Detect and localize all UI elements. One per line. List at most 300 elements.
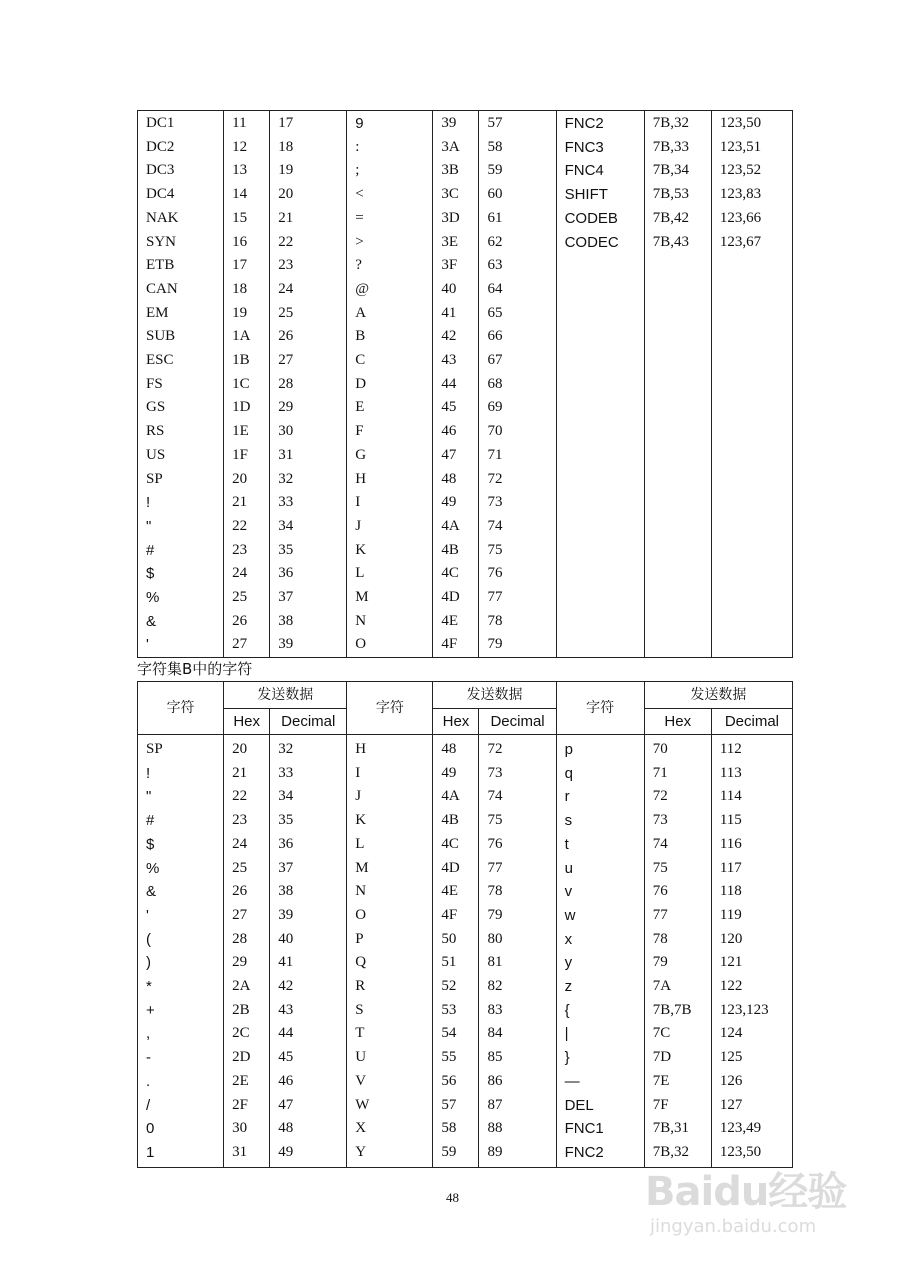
table-cell: 125 <box>711 1046 792 1070</box>
table-cell: 79 <box>644 951 711 975</box>
table-cell: 85 <box>479 1046 556 1070</box>
table-cell: 24 <box>224 562 270 586</box>
table-cell: 7B,42 <box>644 207 711 231</box>
table-cell <box>556 586 644 610</box>
table-cell: P <box>347 928 433 952</box>
table-cell: 3C <box>433 183 479 207</box>
table-cell: 88 <box>479 1117 556 1141</box>
table-cell: 78 <box>644 928 711 952</box>
table-cell: 75 <box>644 857 711 881</box>
table-cell: 45 <box>433 396 479 420</box>
table-cell <box>711 302 792 326</box>
table-cell: 58 <box>433 1117 479 1141</box>
table-cell: 58 <box>479 136 556 160</box>
table-cell: I <box>347 762 433 786</box>
table-cell <box>711 254 792 278</box>
table-cell: FS <box>138 373 224 397</box>
table-cell: 1F <box>224 444 270 468</box>
table-cell: 119 <box>711 904 792 928</box>
table-cell: 48 <box>433 735 479 762</box>
table-cell: 39 <box>270 633 347 657</box>
table-cell: 7B,34 <box>644 159 711 183</box>
table-cell: FNC2 <box>556 1141 644 1167</box>
table-cell: r <box>556 785 644 809</box>
table-cell: 7B,32 <box>644 1141 711 1167</box>
table-cell: 1 <box>138 1141 224 1167</box>
table-cell <box>711 586 792 610</box>
table-cell: L <box>347 562 433 586</box>
table-cell: " <box>138 785 224 809</box>
table-cell: 67 <box>479 349 556 373</box>
table-cell: 83 <box>479 999 556 1023</box>
table-cell: 87 <box>479 1094 556 1118</box>
table-cell: 75 <box>479 809 556 833</box>
table-cell <box>556 539 644 563</box>
table-cell: 20 <box>224 468 270 492</box>
table-cell: 4E <box>433 610 479 634</box>
table-row <box>138 159 793 183</box>
table-cell: 2D <box>224 1046 270 1070</box>
table-cell: p <box>556 735 644 762</box>
table-cell: 7B,33 <box>644 136 711 160</box>
table-cell: 60 <box>479 183 556 207</box>
table-cell: 41 <box>433 302 479 326</box>
header-hex-3: Hex <box>644 709 711 735</box>
table-cell: | <box>556 1022 644 1046</box>
table-cell <box>556 325 644 349</box>
table-cell: 28 <box>270 373 347 397</box>
table-cell: 4D <box>433 586 479 610</box>
table-cell: 74 <box>479 785 556 809</box>
table-cell <box>556 444 644 468</box>
table-cell: 113 <box>711 762 792 786</box>
table-cell: X <box>347 1117 433 1141</box>
table-cell: 40 <box>433 278 479 302</box>
table-cell: 29 <box>270 396 347 420</box>
table-caption: 字符集B中的字符 <box>137 660 253 678</box>
table-cell: K <box>347 809 433 833</box>
table-cell: 7B,7B <box>644 999 711 1023</box>
table-cell <box>711 515 792 539</box>
table-cell: 73 <box>479 762 556 786</box>
table-cell: 79 <box>479 633 556 657</box>
table-cell: 4D <box>433 857 479 881</box>
table-row <box>138 183 793 207</box>
table-cell: 121 <box>711 951 792 975</box>
table-cell: M <box>347 586 433 610</box>
table-cell: DC1 <box>138 111 224 136</box>
table-cell <box>644 254 711 278</box>
table-cell: 38 <box>270 610 347 634</box>
table-cell: 4C <box>433 562 479 586</box>
table-cell <box>711 278 792 302</box>
table-cell: GS <box>138 396 224 420</box>
table-cell: 66 <box>479 325 556 349</box>
table-cell <box>556 278 644 302</box>
table-cell: K <box>347 539 433 563</box>
table-cell: 116 <box>711 833 792 857</box>
table-cell: 3D <box>433 207 479 231</box>
table-cell <box>644 420 711 444</box>
table-cell: 1B <box>224 349 270 373</box>
table-cell: S <box>347 999 433 1023</box>
table-cell: { <box>556 999 644 1023</box>
table-cell: 19 <box>224 302 270 326</box>
table-cell: 41 <box>270 951 347 975</box>
table-cell: ( <box>138 928 224 952</box>
table-cell: 24 <box>270 278 347 302</box>
table-cell: 7C <box>644 1022 711 1046</box>
table-cell: ? <box>347 254 433 278</box>
header-hex-1: Hex <box>224 709 270 735</box>
table-cell <box>556 396 644 420</box>
table-row <box>138 111 793 136</box>
table-row <box>138 515 793 539</box>
table-cell: & <box>138 610 224 634</box>
table-cell: : <box>347 136 433 160</box>
table-cell: 4B <box>433 539 479 563</box>
table-cell: 74 <box>479 515 556 539</box>
table-cell: 122 <box>711 975 792 999</box>
table-cell: 30 <box>270 420 347 444</box>
table-cell: $ <box>138 833 224 857</box>
table-cell: O <box>347 904 433 928</box>
table-cell: > <box>347 231 433 255</box>
table-cell: FNC4 <box>556 159 644 183</box>
table-cell: 49 <box>433 491 479 515</box>
table-cell: 34 <box>270 515 347 539</box>
table-cell: ! <box>138 491 224 515</box>
table-cell: N <box>347 610 433 634</box>
table-cell: ETB <box>138 254 224 278</box>
table-cell: 3A <box>433 136 479 160</box>
table-cell: 29 <box>224 951 270 975</box>
table-cell: H <box>347 468 433 492</box>
table-cell: 49 <box>433 762 479 786</box>
table-cell: 123,50 <box>711 111 792 136</box>
watermark-logo: Baidu经验 <box>645 1169 847 1215</box>
header-send-data-3: 发送数据 <box>644 682 792 709</box>
table-cell <box>711 373 792 397</box>
table-cell: 1C <box>224 373 270 397</box>
header-char-1: 字符 <box>138 682 224 735</box>
table-cell: 7D <box>644 1046 711 1070</box>
table-cell: 4F <box>433 904 479 928</box>
table-row <box>138 928 793 952</box>
table-cell: 7E <box>644 1070 711 1094</box>
table-cell <box>556 373 644 397</box>
table-row <box>138 468 793 492</box>
table-cell: ! <box>138 762 224 786</box>
header-send-data-2: 发送数据 <box>433 682 556 709</box>
table-row <box>138 951 793 975</box>
table-cell: 22 <box>224 515 270 539</box>
table-cell <box>644 468 711 492</box>
table-cell: 20 <box>224 735 270 762</box>
table-cell: 23 <box>224 539 270 563</box>
table-cell: 37 <box>270 857 347 881</box>
table-cell: 62 <box>479 231 556 255</box>
table-cell: 20 <box>270 183 347 207</box>
table-cell: 36 <box>270 833 347 857</box>
table-cell: FNC2 <box>556 111 644 136</box>
table-row <box>138 444 793 468</box>
table-cell: N <box>347 880 433 904</box>
table-cell <box>711 349 792 373</box>
table-cell: 7B,31 <box>644 1117 711 1141</box>
table-cell <box>711 562 792 586</box>
table-cell: B <box>347 325 433 349</box>
table-row <box>138 1070 793 1094</box>
table-cell: J <box>347 785 433 809</box>
table-cell: 123,49 <box>711 1117 792 1141</box>
header-decimal-2: Decimal <box>479 709 556 735</box>
table-row <box>138 1046 793 1070</box>
table-cell: 11 <box>224 111 270 136</box>
table-cell: 34 <box>270 785 347 809</box>
table-cell: 46 <box>433 420 479 444</box>
table-cell: 59 <box>479 159 556 183</box>
table-cell: 43 <box>433 349 479 373</box>
table-cell: 123,50 <box>711 1141 792 1167</box>
table-cell: 86 <box>479 1070 556 1094</box>
table-cell: 23 <box>270 254 347 278</box>
table-cell <box>556 633 644 657</box>
header-send-data-1: 发送数据 <box>224 682 347 709</box>
table-cell: 123,67 <box>711 231 792 255</box>
table-cell: H <box>347 735 433 762</box>
table-cell: 31 <box>224 1141 270 1167</box>
table-cell: 1A <box>224 325 270 349</box>
table-cell: 77 <box>644 904 711 928</box>
table-cell: 25 <box>270 302 347 326</box>
table-cell: 72 <box>644 785 711 809</box>
table-cell: G <box>347 444 433 468</box>
table-cell: 18 <box>270 136 347 160</box>
table-cell: 76 <box>479 562 556 586</box>
table-cell: 33 <box>270 491 347 515</box>
table-cell: DEL <box>556 1094 644 1118</box>
table-row <box>138 207 793 231</box>
table-cell: 65 <box>479 302 556 326</box>
table-cell <box>644 610 711 634</box>
table-cell: 56 <box>433 1070 479 1094</box>
table-cell: 63 <box>479 254 556 278</box>
table-cell: 126 <box>711 1070 792 1094</box>
table-cell: 1D <box>224 396 270 420</box>
table-cell: $ <box>138 562 224 586</box>
table-cell: 61 <box>479 207 556 231</box>
table-cell: 2E <box>224 1070 270 1094</box>
table-cell: , <box>138 1022 224 1046</box>
table-cell: L <box>347 833 433 857</box>
table-cell: 1E <box>224 420 270 444</box>
table-cell: RS <box>138 420 224 444</box>
table-cell: . <box>138 1070 224 1094</box>
table-cell: 23 <box>224 809 270 833</box>
table-cell: 4E <box>433 880 479 904</box>
table-cell: 112 <box>711 735 792 762</box>
table-row <box>138 420 793 444</box>
table-cell: DC4 <box>138 183 224 207</box>
table-row <box>138 904 793 928</box>
table-row <box>138 586 793 610</box>
table-cell: ESC <box>138 349 224 373</box>
table-cell: 3E <box>433 231 479 255</box>
table-cell: 75 <box>479 539 556 563</box>
table-cell <box>556 491 644 515</box>
table2-body <box>138 735 793 1168</box>
table-cell: 123,123 <box>711 999 792 1023</box>
table-cell: 36 <box>270 562 347 586</box>
table-cell <box>644 349 711 373</box>
table-cell: 84 <box>479 1022 556 1046</box>
table-cell: 37 <box>270 586 347 610</box>
table-cell <box>556 515 644 539</box>
table-cell <box>644 633 711 657</box>
table-cell: 52 <box>433 975 479 999</box>
table-row <box>138 254 793 278</box>
page-number: 48 <box>446 1190 459 1205</box>
table-cell <box>644 302 711 326</box>
table-cell: 3B <box>433 159 479 183</box>
table-cell <box>556 610 644 634</box>
table-cell <box>711 610 792 634</box>
table-cell: 78 <box>479 880 556 904</box>
table-cell: 4F <box>433 633 479 657</box>
table-cell: 114 <box>711 785 792 809</box>
table-cell <box>644 539 711 563</box>
character-set-b-table <box>137 681 793 1168</box>
table-cell: 2A <box>224 975 270 999</box>
table-cell: 51 <box>433 951 479 975</box>
table-cell: 39 <box>433 111 479 136</box>
table-row <box>138 1094 793 1118</box>
table-cell: W <box>347 1094 433 1118</box>
table-cell <box>644 325 711 349</box>
table-cell: 115 <box>711 809 792 833</box>
table-cell: 54 <box>433 1022 479 1046</box>
table-cell: % <box>138 586 224 610</box>
table-cell <box>644 515 711 539</box>
table-row <box>138 735 793 762</box>
table-cell: 47 <box>433 444 479 468</box>
table-cell <box>644 278 711 302</box>
table-cell: = <box>347 207 433 231</box>
table-cell: # <box>138 539 224 563</box>
table-cell: 44 <box>433 373 479 397</box>
table-cell: 4B <box>433 809 479 833</box>
table-cell: 18 <box>224 278 270 302</box>
table-cell <box>644 562 711 586</box>
table-cell: 117 <box>711 857 792 881</box>
table-cell: 89 <box>479 1141 556 1167</box>
baidu-watermark <box>640 1160 870 1250</box>
table-cell: 30 <box>224 1117 270 1141</box>
table-cell: - <box>138 1046 224 1070</box>
table-row <box>138 833 793 857</box>
table-cell <box>556 349 644 373</box>
table-cell <box>556 562 644 586</box>
table-cell: + <box>138 999 224 1023</box>
table-cell: 4A <box>433 515 479 539</box>
table-cell: } <box>556 1046 644 1070</box>
table-cell: CAN <box>138 278 224 302</box>
table-row <box>138 809 793 833</box>
table-cell: 21 <box>224 491 270 515</box>
table-row <box>138 610 793 634</box>
table-cell: ; <box>347 159 433 183</box>
table-cell: 48 <box>270 1117 347 1141</box>
table-cell: z <box>556 975 644 999</box>
table-cell: 2B <box>224 999 270 1023</box>
table-cell: 78 <box>479 610 556 634</box>
table-cell: q <box>556 762 644 786</box>
table-cell: CODEC <box>556 231 644 255</box>
table-cell: E <box>347 396 433 420</box>
table-cell <box>556 302 644 326</box>
table-cell: F <box>347 420 433 444</box>
table-cell: 46 <box>270 1070 347 1094</box>
table-cell <box>711 633 792 657</box>
table-cell: DC2 <box>138 136 224 160</box>
table-cell: — <box>556 1070 644 1094</box>
table-cell: 4C <box>433 833 479 857</box>
table-row <box>138 302 793 326</box>
table-cell: 68 <box>479 373 556 397</box>
table-cell <box>711 468 792 492</box>
table-cell: D <box>347 373 433 397</box>
table-cell: 64 <box>479 278 556 302</box>
table-row <box>138 1117 793 1141</box>
table-cell: 79 <box>479 904 556 928</box>
table-cell: 57 <box>433 1094 479 1118</box>
table-cell: 26 <box>270 325 347 349</box>
table-cell <box>644 491 711 515</box>
table-cell: 123,52 <box>711 159 792 183</box>
watermark-url: jingyan.baidu.com <box>650 1216 817 1237</box>
table-cell: s <box>556 809 644 833</box>
table-cell: 44 <box>270 1022 347 1046</box>
table-row <box>138 975 793 999</box>
table-cell: 12 <box>224 136 270 160</box>
table-cell: u <box>556 857 644 881</box>
table-cell: 39 <box>270 904 347 928</box>
table-row <box>138 562 793 586</box>
table-cell: FNC3 <box>556 136 644 160</box>
table-cell: SHIFT <box>556 183 644 207</box>
table-row <box>138 762 793 786</box>
table-cell: 55 <box>433 1046 479 1070</box>
table-cell: 0 <box>138 1117 224 1141</box>
table-cell: 74 <box>644 833 711 857</box>
table-cell: 35 <box>270 809 347 833</box>
table-cell: 77 <box>479 586 556 610</box>
table-cell <box>644 373 711 397</box>
table-cell: 123,83 <box>711 183 792 207</box>
table-cell: 38 <box>270 880 347 904</box>
table-row <box>138 1022 793 1046</box>
table-cell: " <box>138 515 224 539</box>
table-cell: 53 <box>433 999 479 1023</box>
table-cell: 42 <box>433 325 479 349</box>
table-cell <box>644 586 711 610</box>
table-row <box>138 491 793 515</box>
table-cell: O <box>347 633 433 657</box>
table-cell: 73 <box>644 809 711 833</box>
table-cell: C <box>347 349 433 373</box>
table-cell: 50 <box>433 928 479 952</box>
